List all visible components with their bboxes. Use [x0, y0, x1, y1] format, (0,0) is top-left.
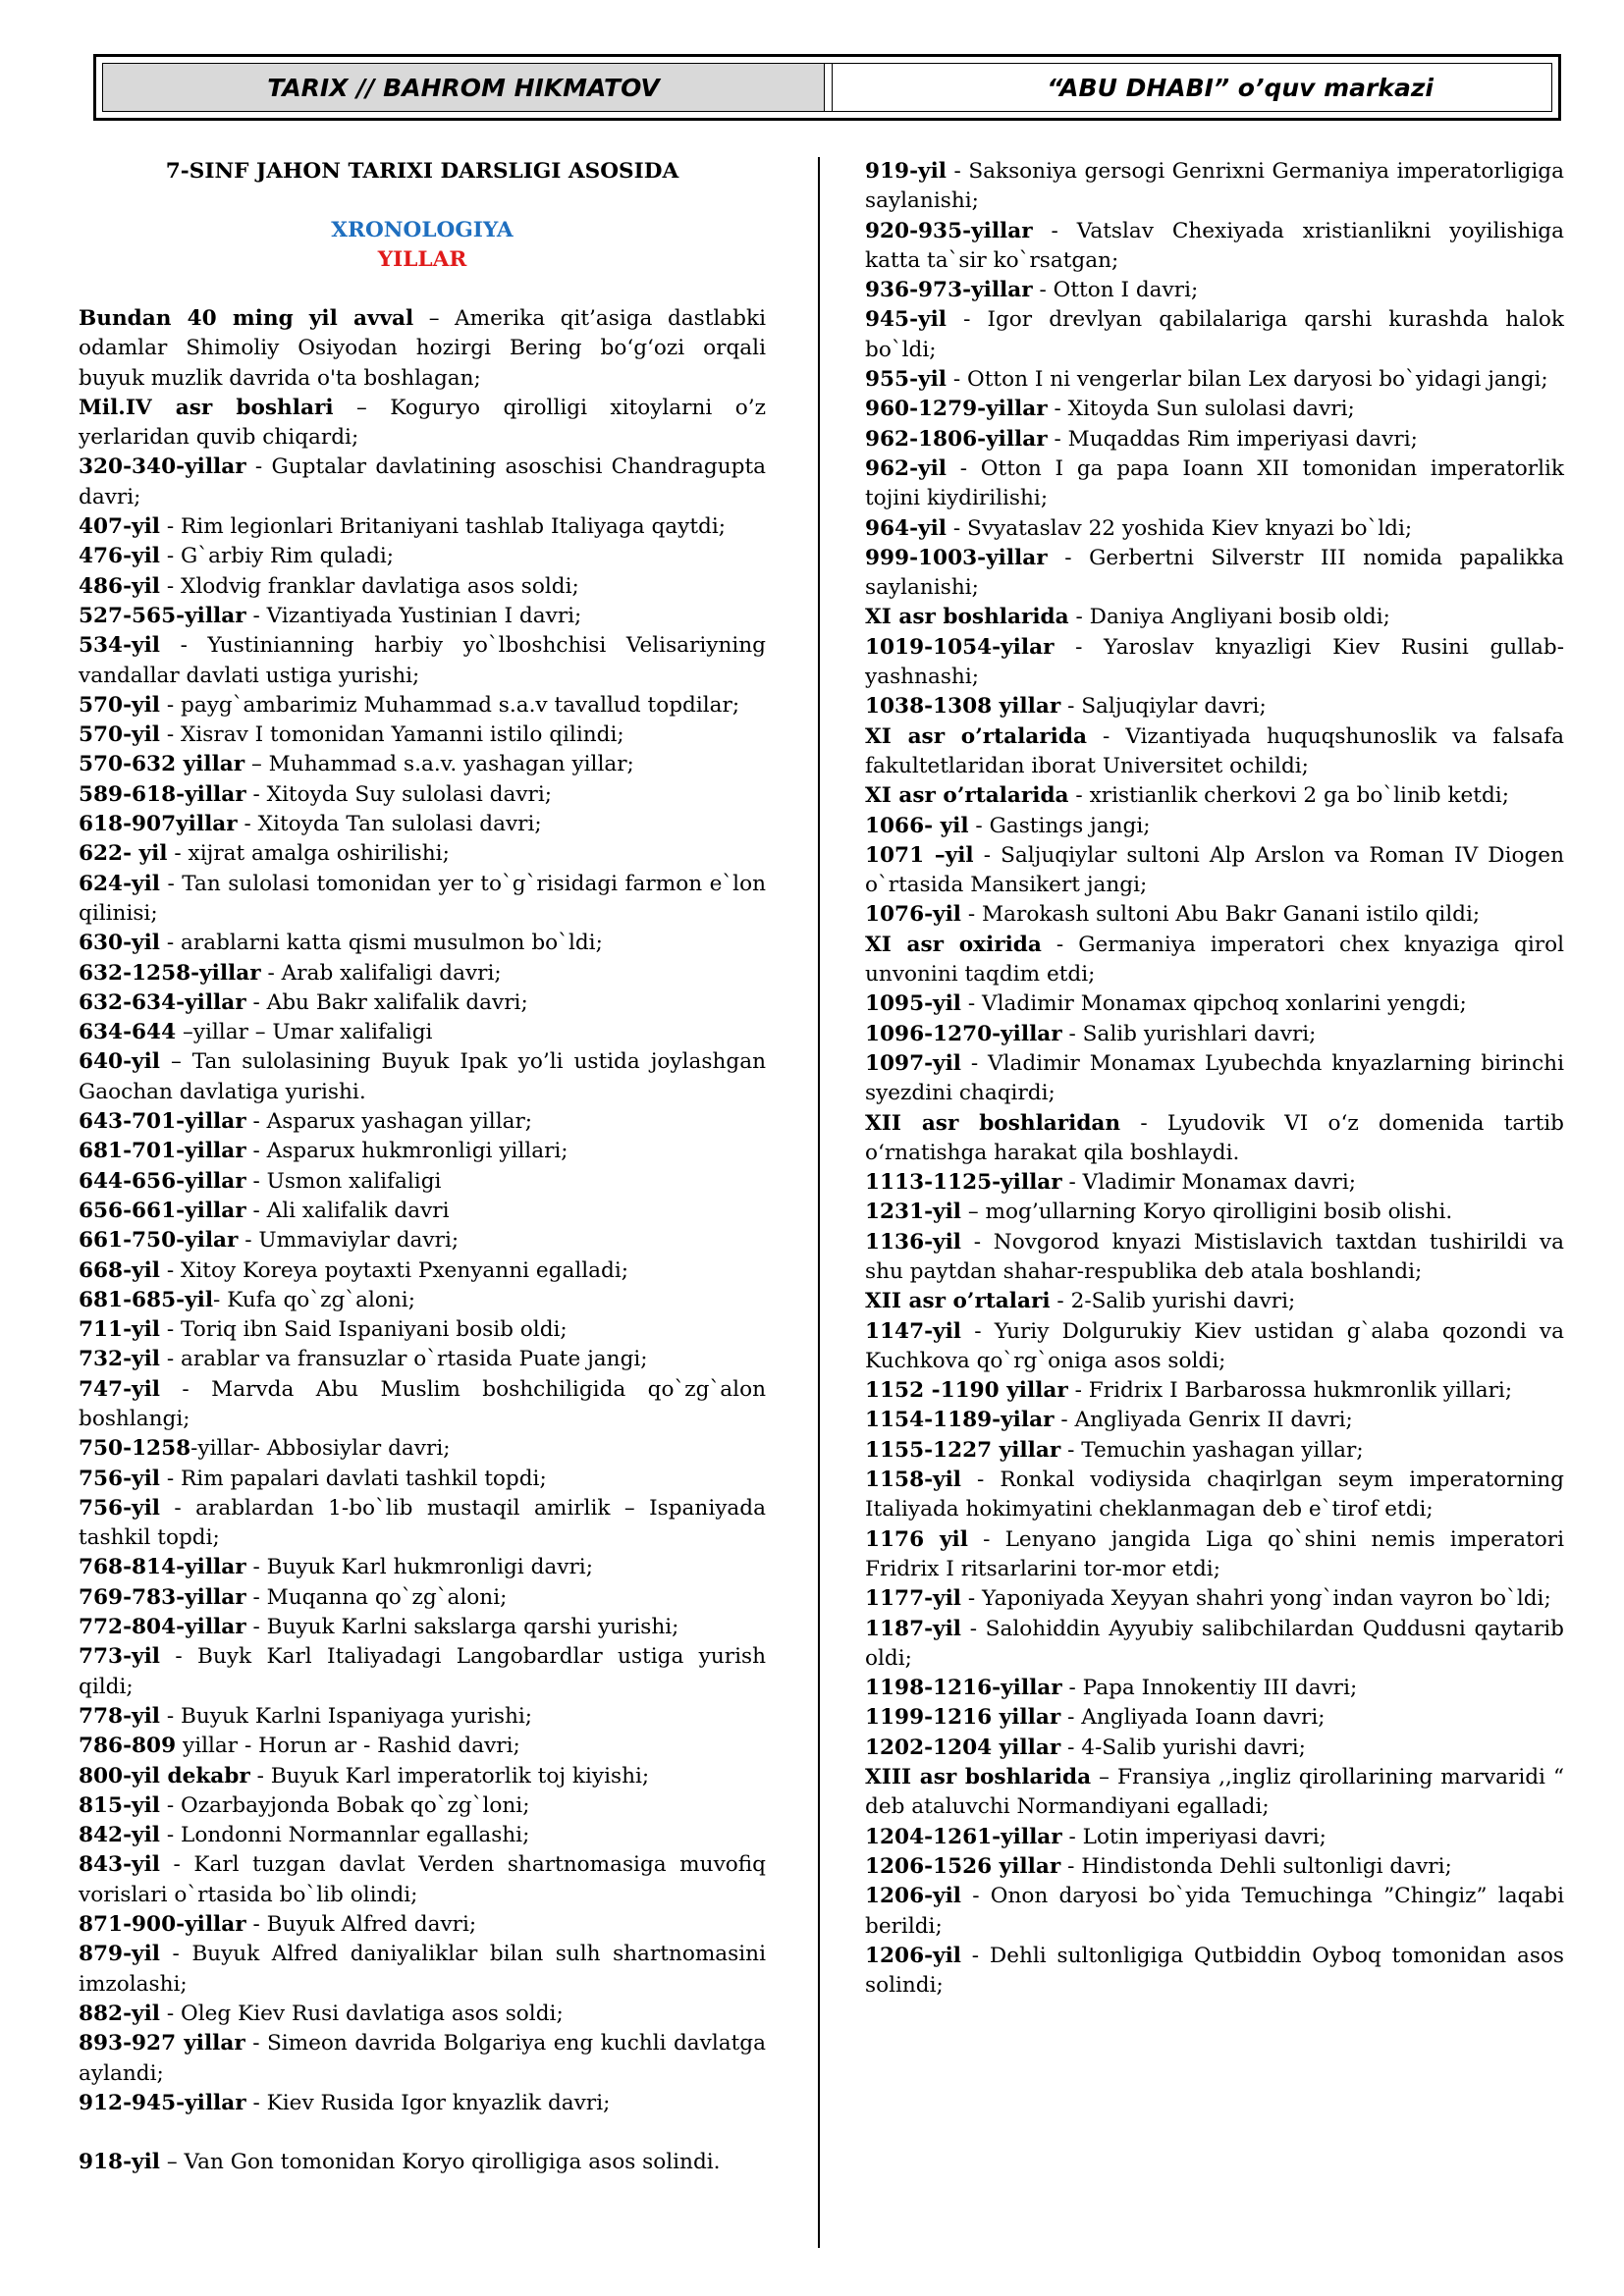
entry-date: 945-yil	[865, 307, 947, 333]
chronology-entry	[865, 781, 1564, 811]
chronology-entry	[865, 1615, 1564, 1675]
entry-text: - Germaniya imperatori chex knyaziga qirol unvonini taqdim etdi;	[865, 932, 1564, 988]
entry-date: 681-685-yil	[79, 1287, 214, 1312]
chronology-entry	[79, 542, 766, 571]
chronology-entry	[79, 721, 766, 750]
entry-date: 936-973-yillar	[865, 278, 1033, 303]
entry-date: 843-yil	[79, 1852, 160, 1878]
page-header	[93, 54, 1561, 121]
entry-text: – Fransiya ,,ingliz qirollarining marvaridi “ deb ataluvchi Normandiyani egalladi;	[865, 1765, 1565, 1820]
entry-text: - payg`ambarimiz Muhammad s.a.v tavallud topdilar;	[160, 692, 740, 718]
entry-date: 1177-yil	[865, 1586, 962, 1612]
entry-text: - xristianlik cherkovi 2 ga bo`linib ketdi;	[1068, 783, 1509, 809]
entry-date: 772-804-yillar	[79, 1615, 246, 1640]
entry-text: - G`arbiy Rim quladi;	[160, 544, 395, 569]
entry-date: 527-565-yillar	[79, 603, 246, 628]
entry-text: - Marvda Abu Muslim boshchiligida qo`zg`alon boshlangi;	[79, 1376, 766, 1431]
chronology-entry	[79, 1583, 766, 1613]
entry-text: - Xisrav I tomonidan Yamanni istilo qilindi;	[160, 722, 624, 748]
chronology-entry	[79, 1821, 766, 1850]
entry-date: 622- yil	[79, 841, 168, 867]
entry-text: - arablardan 1-bo`lib mustaqil amirlik – Ispaniyada tashkil topdi;	[79, 1495, 766, 1551]
entry-date: 842-yil	[79, 1823, 160, 1848]
entry-text: - Otton I ni vengerlar bilan Lex daryosi bo`yidagi jangi;	[947, 367, 1548, 393]
chronology-entry	[865, 841, 1564, 901]
entry-text: – mog’ullarning Koryo qirolligini bosib olishi.	[961, 1200, 1453, 1225]
chronology-entry	[79, 929, 766, 958]
entry-date: 769-783-yillar	[79, 1584, 246, 1610]
chronology-entry	[79, 1226, 766, 1255]
entry-date: 640-yil	[79, 1049, 160, 1075]
chronology-entry	[865, 1525, 1564, 1585]
entry-text: - Buyuk Karlni Ispaniyaga yurishi;	[160, 1703, 533, 1729]
entry-date: 1113-1125-yillar	[865, 1170, 1062, 1196]
entry-text: - Salib yurishlari davri;	[1061, 1021, 1317, 1046]
chronology-entry	[79, 1732, 766, 1761]
entry-date: 407-yil	[79, 514, 160, 540]
entry-date: 756-yil	[79, 1495, 160, 1521]
entry-text: - Saljuqiylar sultoni Alp Arslon va Roman IV Diogen o`rtasida Mansikert jangi;	[865, 842, 1564, 898]
entry-date: 815-yil	[79, 1792, 160, 1818]
entry-date: 768-814-yillar	[79, 1555, 246, 1580]
entry-text: - Simeon davrida Bolgariya eng kuchli davlatga aylandi;	[79, 2031, 767, 2086]
entry-date: 1176 yil	[865, 1526, 968, 1552]
column-divider	[818, 157, 820, 2248]
entry-date: 1154-1189-yilar	[865, 1408, 1055, 1433]
chronology-entry	[865, 1317, 1564, 1377]
chronology-entry	[865, 900, 1564, 930]
chronology-entry	[79, 1434, 766, 1464]
entry-text: - Kufa qo`zg`aloni;	[213, 1287, 415, 1312]
chronology-entry	[79, 1791, 766, 1821]
entry-date: 1202-1204 yillar	[865, 1735, 1061, 1760]
chronology-entry	[79, 2000, 766, 2029]
entry-text: - Muqaddas Rim imperiyasi davri;	[1047, 426, 1418, 452]
entry-text: - Xitoyda Tan sulolasi davri;	[237, 812, 542, 837]
entry-date: 1206-1526 yillar	[865, 1853, 1061, 1879]
chronology-entry	[79, 1345, 766, 1374]
entry-date: 711-yil	[79, 1317, 160, 1343]
entry-text: – Tan sulolasining Buyuk Ipak yo’li ustida joylashgan Gaochan davlatiga yurishi.	[79, 1049, 766, 1104]
chronology-entry	[79, 1315, 766, 1345]
entry-text: - Lenyano jangida Liga qo`shini nemis imperatori Fridrix I ritsarlarini tor-mor etdi;	[865, 1526, 1564, 1581]
header-school: “ABU DHABI” o’quv markazi	[1047, 73, 1434, 102]
entry-date: XI asr oxirida	[865, 932, 1042, 957]
entry-text: - Vladimir Monamax davri;	[1061, 1170, 1357, 1196]
entry-date: 624-yil	[79, 871, 160, 896]
entry-text: - Xitoyda Suy sulolasi davri;	[245, 781, 553, 807]
entry-date: 570-632 yillar	[79, 752, 245, 777]
chronology-entry	[865, 603, 1564, 632]
entry-text: - Buyuk Alfred daniyaliklar bilan sulh shartnomasini imzolashi;	[79, 1942, 766, 1997]
entry-date: 1198-1216-yillar	[865, 1676, 1062, 1701]
entry-date: 773-yil	[79, 1644, 160, 1670]
entry-date: 1206-yil	[865, 1943, 962, 1968]
entry-text: - 4-Salib yurishi davri;	[1060, 1735, 1306, 1760]
entry-text: - Otton I ga papa Ioann XII tomonidan imperatorlik tojini kiydirilishi;	[865, 455, 1564, 511]
chronology-entry	[79, 1256, 766, 1286]
entry-date: Bundan 40 ming yil avval	[79, 306, 414, 331]
chronology-entry	[79, 572, 766, 602]
entry-date: 1066- yil	[865, 813, 969, 838]
chronology-entry	[865, 931, 1564, 990]
chronology-entry	[79, 1494, 766, 1554]
entry-date: 630-yil	[79, 931, 160, 956]
entry-date: 1071 –yil	[865, 842, 974, 868]
entry-date: 589-618-yillar	[79, 781, 246, 807]
book-title: 7-SINF JAHON TARIXI DARSLIGI ASOSIDA	[165, 159, 679, 184]
chronology-entry	[865, 1882, 1564, 1942]
entry-text: - Buyuk Karl hukmronligi davri;	[245, 1555, 593, 1580]
entry-date: 999-1003-yillar	[865, 545, 1048, 570]
chronology-entry	[865, 1168, 1564, 1198]
entry-date: 1096-1270-yillar	[865, 1021, 1062, 1046]
entry-date: 1155-1227 yillar	[865, 1437, 1061, 1463]
chronology-entry	[79, 304, 766, 394]
chronology-entry	[79, 1137, 766, 1166]
chronology-entry	[79, 1107, 766, 1137]
entry-date: 1038-1308 yillar	[865, 694, 1061, 720]
entry-text: - Lyudovik VI o‘z domenida tartib o‘rnatishga harakat qila boshlaydi.	[865, 1110, 1564, 1165]
entry-text: - Salohiddin Ayyubiy salibchilardan Quddusni qaytarib oldi;	[865, 1616, 1564, 1671]
chronology-entry	[865, 633, 1564, 693]
entry-date: 486-yil	[79, 573, 160, 599]
chronology-entry	[865, 1703, 1564, 1733]
chronology-entry	[865, 692, 1564, 721]
entry-text: - Hindistonda Dehli sultonligi davri;	[1060, 1853, 1452, 1879]
entry-text: - Vladimir Monamax Lyubechda knyazlarning birinchi syezdini chaqirdi;	[865, 1050, 1564, 1106]
chronology-entry	[865, 1674, 1564, 1703]
entry-text: - Gastings jangi;	[968, 813, 1151, 838]
chronology-entry	[79, 1286, 766, 1315]
entry-date: XI asr o’rtalarida	[865, 783, 1069, 809]
chronology-entry	[79, 1613, 766, 1642]
entry-date: XII asr boshlaridan	[865, 1110, 1121, 1136]
chronology-entry	[79, 1940, 766, 2000]
header-author: TARIX // BAHROM HIKMATOV	[103, 64, 825, 111]
entry-text: - Dehli sultonligiga Qutbiddin Oyboq tomonidan asos solindi;	[865, 1943, 1564, 1999]
entry-date: 960-1279-yillar	[865, 397, 1048, 422]
entry-date: 1095-yil	[865, 991, 962, 1017]
chronology-entry	[79, 1850, 766, 1910]
entry-date: 1152 -1190 yillar	[865, 1378, 1068, 1404]
chronology-entry	[865, 1734, 1564, 1763]
entry-date: 570-yil	[79, 722, 160, 748]
chronology-entry	[79, 2029, 766, 2089]
chronology-entry	[865, 1763, 1564, 1823]
entry-date: 756-yil	[79, 1466, 160, 1491]
chronology-entry	[865, 514, 1564, 544]
chronology-entry	[79, 1167, 766, 1197]
entry-text: - Buyuk Alfred davri;	[245, 1912, 477, 1938]
entry-text: - Xlodvig franklar davlatiga asos soldi;	[160, 573, 579, 599]
right-entry-list	[865, 157, 1564, 2001]
entry-text: - Usmon xalifaligi	[245, 1168, 442, 1194]
right-column	[865, 157, 1564, 2001]
entry-text: - Marokash sultoni Abu Bakr Ganani istilo qildi;	[961, 902, 1481, 928]
entry-date: 570-yil	[79, 692, 160, 718]
entry-text: - Otton I davri;	[1032, 278, 1199, 303]
entry-date: 912-945-yillar	[79, 2090, 246, 2115]
entry-text: - Vizantiyada huquqshunoslik va falsafa fakultetlaridan iborat Universitet ochildi;	[865, 723, 1564, 778]
entry-date: 1158-yil	[865, 1468, 962, 1493]
entry-date: 1019-1054-yilar	[865, 634, 1055, 660]
entry-text: - Buyuk Karl imperatorlik toj kiyishi;	[249, 1763, 650, 1789]
section-subtitle: YILLAR	[377, 247, 467, 272]
chronology-entry	[865, 454, 1564, 514]
entry-date: 918-yil	[79, 2150, 160, 2175]
chronology-entry	[79, 870, 766, 930]
entry-text: - Svyataslav 22 yoshida Kiev knyazi bo`ldi;	[947, 515, 1413, 541]
entry-text: - Kiev Rusida Igor knyazlik davri;	[245, 2090, 611, 2115]
chronology-entry	[865, 1198, 1564, 1227]
chronology-entry	[79, 691, 766, 721]
entry-text: - 2-Salib yurishi davri;	[1050, 1289, 1296, 1314]
entry-text: - Xitoyda Sun sulolasi davri;	[1047, 397, 1355, 422]
chronology-entry	[79, 512, 766, 542]
chronology-entry	[865, 1852, 1564, 1882]
entry-date: 643-701-yillar	[79, 1109, 246, 1135]
entry-text: - Igor drevlyan qabilalariga qarshi kurashda halok bo`ldi;	[865, 307, 1564, 362]
entry-text: -yillar- Abbosiylar davri;	[190, 1436, 451, 1462]
chronology-entry	[79, 631, 766, 691]
chronology-entry	[79, 750, 766, 779]
chronology-entry	[79, 1047, 766, 1107]
entry-date: 893-927 yillar	[79, 2031, 245, 2056]
chronology-entry	[79, 1197, 766, 1226]
chronology-entry	[79, 988, 766, 1018]
chronology-entry	[79, 2148, 766, 2177]
chronology-entry	[79, 1465, 766, 1494]
entry-text: - Tan sulolasi tomonidan yer to`g`risidagi farmon e`lon qilinisi;	[79, 871, 766, 926]
entry-text: - Onon daryosi bo`yida Temuchinga ”Chingiz” laqabi berildi;	[865, 1884, 1564, 1939]
chronology-entry	[865, 395, 1564, 424]
chronology-entry	[865, 1466, 1564, 1525]
entry-text: yillar - Horun ar - Rashid davri;	[176, 1734, 520, 1759]
entry-date: 919-yil	[865, 159, 947, 184]
chronology-entry	[79, 839, 766, 869]
entry-date: 1206-yil	[865, 1884, 962, 1909]
entry-text: - Saksoniya gersogi Genrixni Germaniya imperatorligiga saylanishi;	[865, 159, 1564, 214]
entry-date: 476-yil	[79, 544, 160, 569]
entry-text: - Ali xalifalik davri	[245, 1198, 450, 1223]
chronology-entry	[79, 1702, 766, 1732]
chronology-entry	[865, 722, 1564, 782]
chronology-entry	[865, 305, 1564, 365]
chronology-entry	[79, 1762, 766, 1791]
entry-text: - Karl tuzgan davlat Verden shartnomasiga muvofiq vorislari o`rtasida bo`lib olindi;	[79, 1852, 766, 1907]
entry-date: 778-yil	[79, 1703, 160, 1729]
chronology-entry	[865, 812, 1564, 841]
entry-text: - Yaponiyada Xeyyan shahri yong`indan vayron bo`ldi;	[961, 1586, 1551, 1612]
chronology-entry	[79, 810, 766, 839]
entry-date: 656-661-yillar	[79, 1198, 246, 1223]
entry-text: - Yaroslav knyazligi Kiev Rusini gullab-yashnashi;	[865, 634, 1564, 690]
entry-date: 681-701-yillar	[79, 1139, 246, 1164]
chronology-entry	[79, 1375, 766, 1435]
entry-date: 668-yil	[79, 1257, 160, 1283]
chronology-entry	[865, 1436, 1564, 1466]
entry-date: 320-340-yillar	[79, 454, 246, 480]
entry-text: - Guptalar davlatining asoschisi Chandragupta davri;	[79, 454, 766, 509]
entry-text: - Vizantiyada Yustinian I davri;	[245, 603, 582, 628]
entry-date: 1204-1261-yillar	[865, 1824, 1062, 1849]
entry-date: 800-yil dekabr	[79, 1763, 250, 1789]
chronology-entry	[865, 1406, 1564, 1435]
chronology-entry	[865, 425, 1564, 454]
chronology-entry	[79, 602, 766, 631]
entry-text: - Vladimir Monamax qipchoq xonlarini yengdi;	[961, 991, 1467, 1017]
entry-date: 1097-yil	[865, 1050, 962, 1076]
entry-text: - Buyuk Karlni sakslarga qarshi yurishi;	[245, 1615, 679, 1640]
entry-text: - xijrat amalga oshirilishi;	[167, 841, 450, 867]
entry-text: - Lotin imperiyasi davri;	[1061, 1824, 1326, 1849]
chronology-entry	[79, 394, 766, 454]
entry-text: - Yustinianning harbiy yo`lboshchisi Velisariyning vandallar davlati ustiga yurishi;	[79, 633, 766, 688]
entry-date: 1147-yil	[865, 1318, 962, 1344]
header-separator	[825, 64, 833, 111]
entry-text: - Abu Bakr xalifalik davri;	[245, 989, 528, 1015]
chronology-entry	[865, 1584, 1564, 1614]
entry-date: 1231-yil	[865, 1200, 962, 1225]
chronology-entry	[865, 1049, 1564, 1109]
entry-text: –yillar – Umar xalifaligi	[176, 1020, 433, 1045]
chronology-entry	[79, 453, 766, 512]
entry-date: 534-yil	[79, 633, 160, 659]
entry-text: - Angliyada Genrix II davri;	[1054, 1408, 1353, 1433]
entry-text: - Gerbertni Silverstr III nomida papalikka saylanishi;	[865, 545, 1564, 601]
entry-text: - Fridrix I Barbarossa hukmronlik yillari;	[1067, 1378, 1513, 1404]
entry-date: 750-1258	[79, 1436, 191, 1462]
chronology-entry	[865, 1109, 1564, 1169]
left-entry-list	[79, 304, 766, 2177]
entry-date: 882-yil	[79, 2001, 160, 2026]
entry-text: - Asparux yashagan yillar;	[245, 1109, 533, 1135]
entry-date: 962-yil	[865, 455, 947, 481]
entry-date: 618-907yillar	[79, 812, 238, 837]
entry-text: - Ronkal vodiysida chaqirlgan seym imperatorning Italiyada hokimyatini cheklanmagan deb e`tirof etdi;	[865, 1468, 1564, 1522]
entry-date: 1076-yil	[865, 902, 962, 928]
section-title: XRONOLOGIYA	[331, 218, 514, 242]
entry-text: - Yuriy Dolgurukiy Kiev ustidan g`alaba qozondi va Kuchkova qo`rg`oniga asos soldi;	[865, 1318, 1564, 1373]
entry-text: - arablar va fransuzlar o`rtasida Puate jangi;	[160, 1347, 648, 1372]
entry-text: - Temuchin yashagan yillar;	[1060, 1437, 1364, 1463]
entry-text: - arablarni katta qismi musulmon bo`ldi;	[160, 931, 603, 956]
chronology-entry	[865, 1823, 1564, 1852]
entry-text: – Amerika qit’asiga dastlabki odamlar Shimoliy Osiyodan hozirgi Bering bo‘g‘ozi orqali buyuk muzlik davrida o'ta boshlagan;	[79, 306, 766, 391]
entry-text: - Xitoy Koreya poytaxti Pxenyanni egalladi;	[160, 1257, 629, 1283]
entry-text: - Ozarbayjonda Bobak qo`zg`loni;	[160, 1792, 530, 1818]
entry-date: 732-yil	[79, 1347, 160, 1372]
entry-text: - Novgorod knyazi Mistislavich taxtdan tushirildi va shu paytdan shahar-respublika deb atala boshlandi;	[865, 1229, 1564, 1284]
entry-date: XI asr o’rtalarida	[865, 723, 1087, 749]
entry-date: 962-1806-yillar	[865, 426, 1048, 452]
entry-date: XII asr o’rtalari	[865, 1289, 1051, 1314]
entry-date: 632-634-yillar	[79, 989, 246, 1015]
entry-text: - Asparux hukmronligi yillari;	[245, 1139, 568, 1164]
entry-text: - Buyk Karl Italiyadagi Langobardlar ustiga yurish qildi;	[79, 1644, 766, 1699]
entry-text: – Muhammad s.a.v. yashagan yillar;	[244, 752, 634, 777]
entry-text: - Oleg Kiev Rusi davlatiga asos soldi;	[160, 2001, 564, 2026]
chronology-entry	[865, 365, 1564, 395]
entry-spacer	[79, 2118, 766, 2148]
chronology-entry	[865, 276, 1564, 305]
entry-date: 964-yil	[865, 515, 947, 541]
chronology-entry	[865, 989, 1564, 1019]
entry-date: Mil.IV asr boshlari	[79, 395, 334, 420]
entry-text: - Daniya Angliyani bosib oldi;	[1068, 605, 1390, 630]
entry-date: 661-750-yilar	[79, 1228, 239, 1254]
entry-text: - Rim papalari davlati tashkil topdi;	[160, 1466, 547, 1491]
chronology-entry	[865, 217, 1564, 277]
entry-text: - Ummaviylar davri;	[238, 1228, 460, 1254]
chronology-entry	[865, 1376, 1564, 1406]
chronology-entry	[79, 780, 766, 810]
chronology-entry	[79, 1642, 766, 1702]
entry-date: 879-yil	[79, 1942, 160, 1967]
left-column	[79, 157, 766, 2177]
entry-date: 955-yil	[865, 367, 947, 393]
chronology-entry	[865, 544, 1564, 604]
entry-text: - Vatslav Chexiyada xristianlikni yoyilishiga katta ta`sir ko`rsatgan;	[865, 218, 1564, 273]
entry-text: - Angliyada Ioann davri;	[1060, 1705, 1326, 1731]
chronology-entry	[79, 1910, 766, 1940]
chronology-entry	[79, 2089, 766, 2118]
entry-text: - Saljuqiylar davri;	[1060, 694, 1267, 720]
entry-text: - Arab xalifaligi davri;	[260, 960, 502, 986]
chronology-entry	[79, 1553, 766, 1582]
entry-date: XIII asr boshlarida	[865, 1765, 1092, 1790]
entry-text: - Muqanna qo`zg`aloni;	[245, 1584, 508, 1610]
entry-text: - Toriq ibn Said Ispaniyani bosib oldi;	[160, 1317, 568, 1343]
chronology-entry	[865, 1228, 1564, 1288]
page-header-inner	[102, 63, 1552, 112]
chronology-entry	[865, 1020, 1564, 1049]
chronology-entry	[865, 1942, 1564, 2002]
entry-date: 632-1258-yillar	[79, 960, 261, 986]
entry-date: XI asr boshlarida	[865, 605, 1069, 630]
entry-text: – Van Gon tomonidan Koryo qirolligiga asos solindi.	[160, 2150, 721, 2175]
entry-date: 1187-yil	[865, 1616, 962, 1641]
entry-date: 1136-yil	[865, 1229, 962, 1255]
chronology-entry	[79, 1018, 766, 1047]
chronology-entry	[79, 959, 766, 988]
entry-date: 644-656-yillar	[79, 1168, 246, 1194]
chronology-entry	[865, 157, 1564, 217]
entry-date: 871-900-yillar	[79, 1912, 246, 1938]
entry-text: – Koguryo qirolligi xitoylarni o’z yerlaridan quvib chiqardi;	[79, 395, 766, 451]
entry-date: 786-809	[79, 1734, 177, 1759]
entry-text: - Papa Innokentiy III davri;	[1061, 1676, 1358, 1701]
entry-date: 1199-1216 yillar	[865, 1705, 1061, 1731]
entry-text: - Londonni Normannlar egallashi;	[160, 1823, 530, 1848]
entry-date: 747-yil	[79, 1376, 160, 1402]
chronology-entry	[865, 1287, 1564, 1316]
entry-date: 920-935-yillar	[865, 218, 1033, 243]
entry-text: - Rim legionlari Britaniyani tashlab Italiyaga qaytdi;	[160, 514, 727, 540]
entry-date: 634-644	[79, 1020, 177, 1045]
